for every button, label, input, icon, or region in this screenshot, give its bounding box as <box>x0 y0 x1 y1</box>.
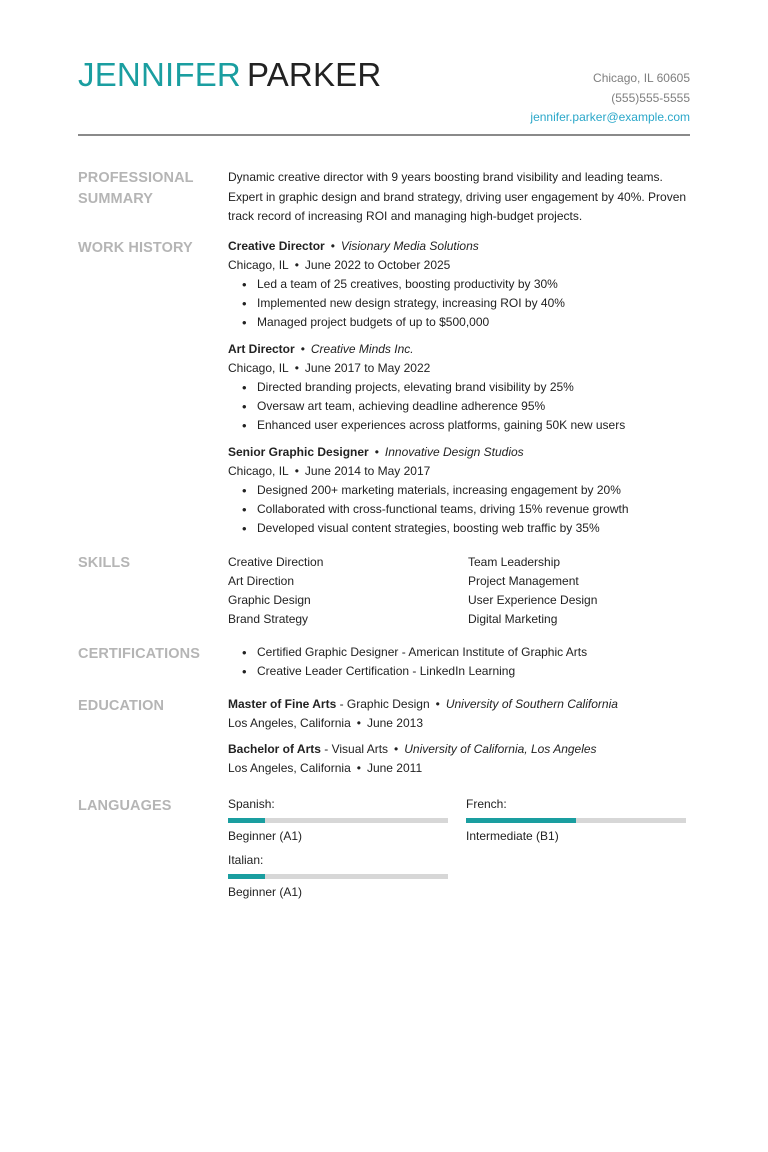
job-entry <box>228 237 690 332</box>
job-dates: June 2014 to May 2017 <box>304 464 431 478</box>
education-body <box>228 695 690 785</box>
job-meta <box>228 359 690 378</box>
first-name: JENNIFER <box>78 56 241 93</box>
separator-dot: • <box>394 742 399 756</box>
job-location: Chicago, IL <box>228 361 289 375</box>
language-level: Intermediate (B1) <box>466 829 559 843</box>
language-name: Italian: <box>228 853 264 867</box>
section-title-skills: SKILLS <box>78 555 131 571</box>
separator-dot: • <box>330 239 335 253</box>
job-title: Creative Director <box>228 239 325 253</box>
skill-item: Creative Direction <box>228 555 324 569</box>
education-meta <box>228 714 690 733</box>
proficiency-fill <box>228 874 265 879</box>
school: University of California, Los Angeles <box>404 742 597 756</box>
job-bullet: • Oversaw art team, achieving deadline adherence 95% <box>242 397 690 416</box>
proficiency-fill <box>466 818 576 823</box>
education-header <box>228 740 690 759</box>
job-company: Creative Minds Inc. <box>310 342 414 356</box>
education-entry <box>228 695 690 733</box>
job-title: Senior Graphic Designer <box>228 445 369 459</box>
contact-email[interactable]: jennifer.parker@example.com <box>530 110 690 124</box>
job-entry <box>228 443 690 538</box>
separator-dot: • <box>294 361 299 375</box>
job-company: Visionary Media Solutions <box>340 239 479 253</box>
languages-body <box>228 796 690 906</box>
job-header <box>228 443 690 462</box>
job-bullets <box>228 378 690 435</box>
job-meta <box>228 462 690 481</box>
language-item <box>466 796 686 844</box>
job-bullets <box>228 275 690 332</box>
section-title-work: WORK HISTORY <box>78 240 193 256</box>
certification-item: • Creative Leader Certification - LinkedIn Learning <box>242 662 690 681</box>
skill-item: Brand Strategy <box>228 612 309 626</box>
job-location: Chicago, IL <box>228 464 289 478</box>
job-bullet: • Directed branding projects, elevating brand visibility by 25% <box>242 378 690 397</box>
degree-field: - Graphic Design <box>336 697 430 711</box>
contact-info <box>530 69 690 128</box>
certification-item: • Certified Graphic Designer - American Institute of Graphic Arts <box>242 643 690 662</box>
education-entry <box>228 740 690 778</box>
skill-item: Digital Marketing <box>468 612 558 626</box>
skills-grid <box>228 553 690 629</box>
job-bullet: • Collaborated with cross-functional teams, driving 15% revenue growth <box>242 500 690 519</box>
proficiency-bar <box>228 874 448 879</box>
last-name: PARKER <box>246 56 382 93</box>
section-title-languages: LANGUAGES <box>78 798 172 814</box>
summary-text: Dynamic creative director with 9 years boosting brand visibility and leading teams. Expert in graphic design and brand strategy, driving user engagement by 40%. Proven track record of increasing ROI and managing high-budget projects. <box>228 170 687 223</box>
proficiency-bar <box>228 818 448 823</box>
separator-dot: • <box>374 445 379 459</box>
job-bullet: • Enhanced user experiences across platforms, gaining 50K new users <box>242 416 690 435</box>
proficiency-fill <box>228 818 265 823</box>
education-date: June 2011 <box>366 761 423 775</box>
job-header <box>228 237 690 256</box>
job-entry <box>228 340 690 435</box>
skills-body <box>228 553 690 629</box>
skill-item: Team Leadership <box>468 555 561 569</box>
degree-field: - Visual Arts <box>320 742 389 756</box>
languages-grid <box>228 796 690 906</box>
separator-dot: • <box>300 342 305 356</box>
job-meta <box>228 256 690 275</box>
separator-dot: • <box>294 464 299 478</box>
separator-dot: • <box>356 716 361 730</box>
job-bullet: • Led a team of 25 creatives, boosting productivity by 30% <box>242 275 690 294</box>
skill-item: Graphic Design <box>228 593 311 607</box>
language-item <box>228 796 448 844</box>
section-title-certifications: CERTIFICATIONS <box>78 646 200 662</box>
contact-phone: (555)555-5555 <box>611 90 690 105</box>
language-name: French: <box>466 797 507 811</box>
language-level: Beginner (A1) <box>228 885 303 899</box>
language-item <box>228 852 448 900</box>
education-location: Los Angeles, California <box>228 761 351 775</box>
job-location: Chicago, IL <box>228 258 289 272</box>
job-bullets <box>228 481 690 538</box>
job-dates: June 2017 to May 2022 <box>304 361 431 375</box>
degree: Bachelor of Arts <box>228 742 321 756</box>
job-bullet: • Implemented new design strategy, increasing ROI by 40% <box>242 294 690 313</box>
separator-dot: • <box>294 258 299 272</box>
education-meta <box>228 759 690 778</box>
certifications-list <box>228 643 690 681</box>
school: University of Southern California <box>445 697 618 711</box>
degree: Master of Fine Arts <box>228 697 337 711</box>
certifications-body <box>228 643 690 681</box>
candidate-name <box>78 56 381 94</box>
job-bullet: • Designed 200+ marketing materials, increasing engagement by 20% <box>242 481 690 500</box>
work-history-body <box>228 237 690 546</box>
proficiency-bar <box>466 818 686 823</box>
job-title: Art Director <box>228 342 295 356</box>
job-bullet: • Managed project budgets of up to $500,000 <box>242 313 690 332</box>
skill-item: Project Management <box>468 574 579 588</box>
education-header <box>228 695 690 714</box>
section-title-summary: PROFESSIONAL SUMMARY <box>78 170 194 207</box>
language-level: Beginner (A1) <box>228 829 303 843</box>
education-location: Los Angeles, California <box>228 716 351 730</box>
summary-body <box>228 168 690 227</box>
separator-dot: • <box>356 761 361 775</box>
contact-location: Chicago, IL 60605 <box>593 71 690 85</box>
resume-header <box>78 50 690 136</box>
job-header <box>228 340 690 359</box>
education-date: June 2013 <box>366 716 424 730</box>
job-dates: June 2022 to October 2025 <box>304 258 451 272</box>
job-bullet: • Developed visual content strategies, boosting web traffic by 35% <box>242 519 690 538</box>
separator-dot: • <box>435 697 440 711</box>
section-title-education: EDUCATION <box>78 698 165 714</box>
skill-item: Art Direction <box>228 574 295 588</box>
language-name: Spanish: <box>228 797 275 811</box>
skill-item: User Experience Design <box>468 593 598 607</box>
job-company: Innovative Design Studios <box>384 445 524 459</box>
